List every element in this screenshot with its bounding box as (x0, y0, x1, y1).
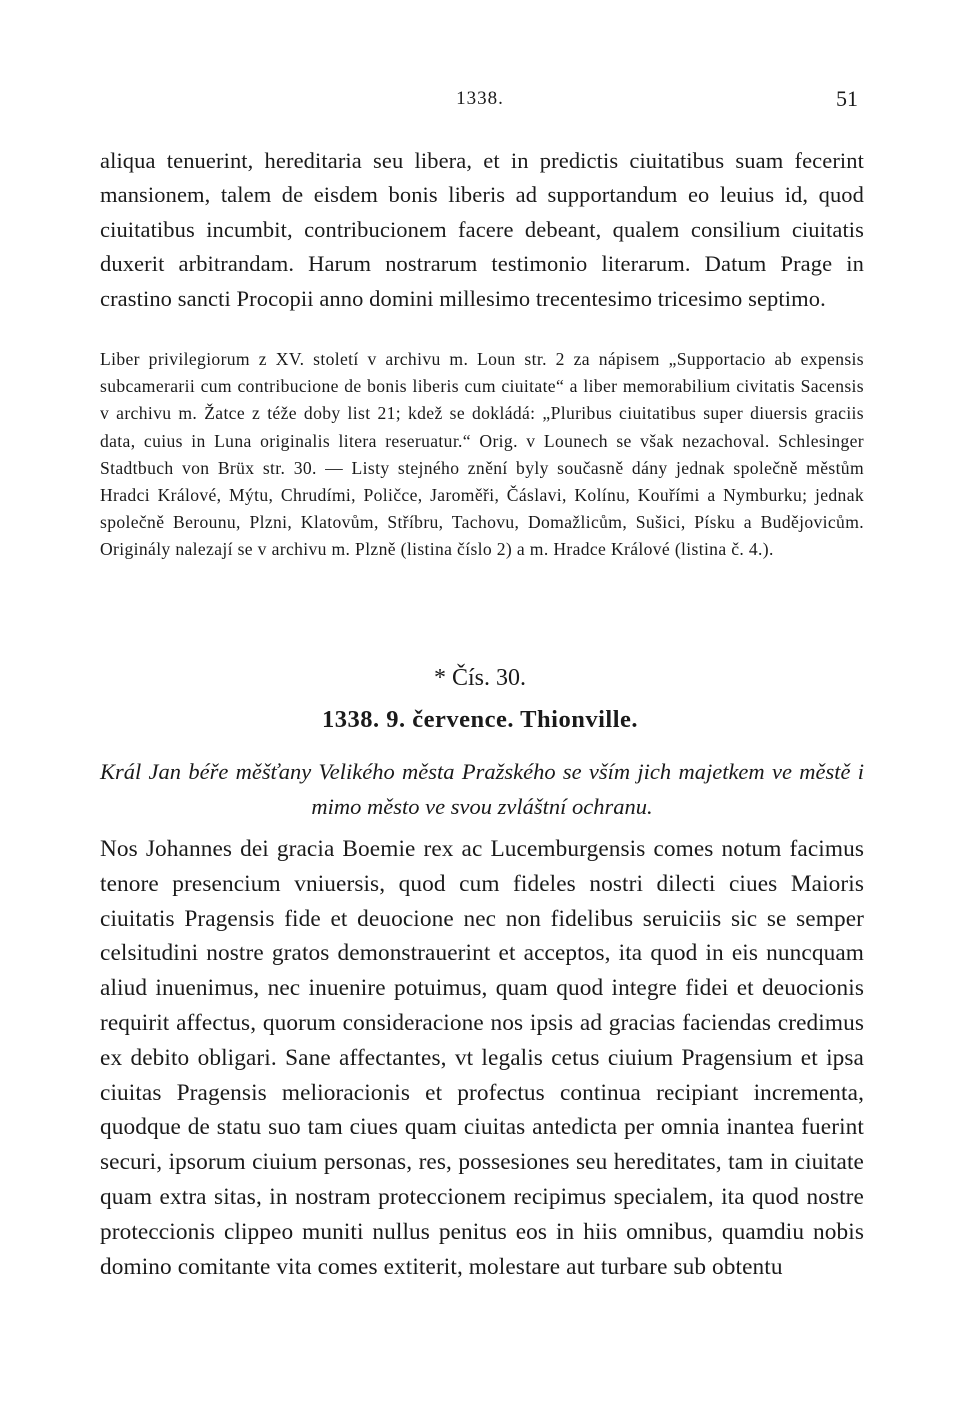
document-regest: Král Jan béře měšťany Velikého města Pražského se vším jich majetkem ve městě i mimo město ve svou zvláštní ochranu. (100, 759, 864, 819)
document-number: * Čís. 30. (433, 665, 526, 691)
continuation-paragraph: aliqua tenuerint, hereditaria seu libera, et in predictis ciuitatibus suam fecerint mansionem, talem de eisdem bonis liberis ad supportandum eo leuius id, quod ciuitatibus incumbit, contribucionem facere debeant, qualem consilium ciuitatis duxerit arbitrandam. Harum nostrarum testimonio literarum. Datum Prage in crastino sancti Procopii anno domini millesimo trecentesimo tricesimo septimo. (100, 148, 864, 311)
document-body: Nos Johannes dei gracia Boemie rex ac Lucemburgensis comes notum facimus tenore presencium vniuersis, quod cum fideles nostri dilecti ciues Maioris ciuitatis Pragensis fide et deuocione nec non fidelibus seruiciis sic se semper celsitudini nostre gratos demonstrauerint et acceptos, ita quod in eis nuncquam aliud inuenimus, nec inuenire potuimus, quam quod integre fidei et deuocionis requirit affectus, quorum consideracione nos ipsis ad gracias faciendas credimus ex debito obligari. Sane affectantes, vt legalis cetus ciuium Pragensium et ipsa ciuitas Pragensis melioracionis et profectus continua recipiant incrementa, quodque de statu suo tam ciues quam ciuitas antedicta per omnia inantea fuerint securi, ipsorum ciuium personas, res, possesiones seu hereditates, tam in ciuitate quam extra sitas, in nostram proteccionem recipimus specialem, ita quod nostre proteccionis clippeo muniti nullus penitus eos in hiis omnibus, quamdiu nobis domino comitante vita comes extiterit, molestare aut turbare sub obtentu (100, 836, 864, 1280)
running-header (0, 86, 960, 116)
source-note: Liber privilegiorum z XV. století v archivu m. Loun str. 2 za nápisem „Supportacio ab expensis subcamerarii cum contribucione de bonis liberis cum ciuitate“ a liber memorabilium civitatis Sacensis v archivu m. Žatce z téže doby list 21; kdež se dokládá: „Pluribus ciuitatibus super diuersis graciis data, cuius in Luna originalis litera reseruatur.“ Orig. v Lounech se však nezachoval. Schlesinger Stadtbuch von Brüx str. 30. — Listy stejného znění byly současně dány jednak společně městům Hradci Králové, Mýtu, Chrudími, Poličce, Jaroměři, Čáslavi, Kolínu, Kouřími a Nymburku; jednak společně Berounu, Plzni, Klatovům, Stříbru, Tachovu, Domažlicům, Sušici, Písku a Budějovicům. Originály nalezají se v archivu m. Plzně (listina číslo 2) a m. Hradce Králové (listina č. 4.). (100, 349, 864, 560)
running-header-year: 1338. (456, 88, 504, 109)
page-number: 51 (836, 86, 858, 111)
document-heading: 1338. 9. července. Thionville. (322, 706, 638, 733)
